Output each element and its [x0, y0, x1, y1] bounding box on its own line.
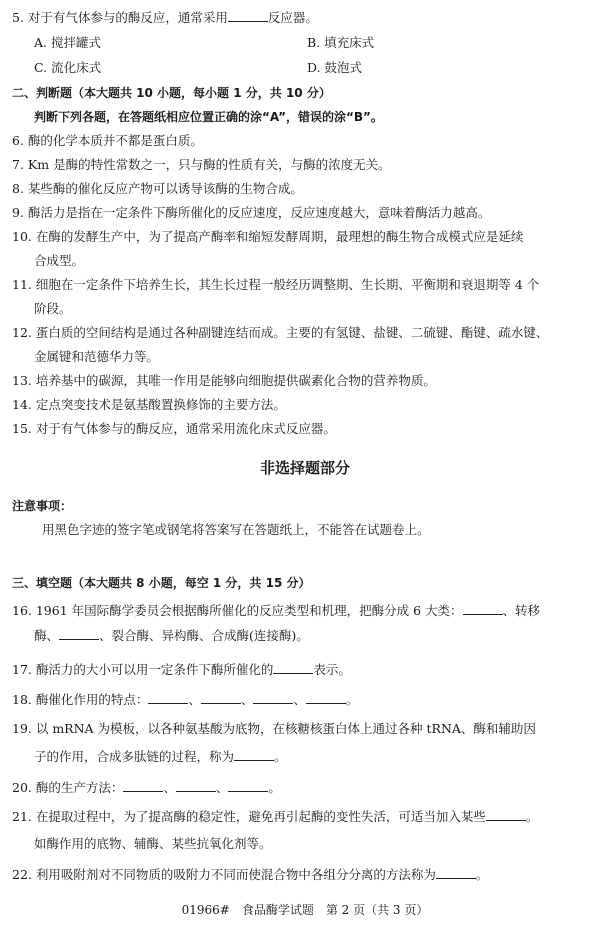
- answer-blank: [486, 808, 526, 821]
- answer-blank: [123, 779, 163, 792]
- answer-blank: [148, 691, 188, 704]
- section-heading: 非选择题部分: [259, 459, 350, 477]
- answer-blank: [228, 779, 268, 792]
- answer-blank: [176, 779, 216, 792]
- question-5: 5. 对于有气体参与的酶反应，通常采用 反应器。: [12, 10, 318, 25]
- question-12: 12. 蛋白质的空间结构是通过各种副键连结而成。主要的有氢键、盐键、二硫键、酯键、疏水键、: [12, 325, 549, 340]
- section-2-instruction: 判断下列各题，在答题纸相应位置正确的涂“A”，错误的涂“B”。: [34, 110, 383, 124]
- section-3-title: 三、填空题（本大题共 8 小题，每空 1 分，共 15 分）: [12, 576, 311, 590]
- question-10: 10. 在酶的发酵生产中，为了提高产酶率和缩短发酵周期，最理想的酶生物合成模式应是延续: [12, 229, 524, 244]
- answer-blank: [463, 602, 503, 615]
- answer-blank: [306, 691, 346, 704]
- question-11-cont: 阶段。: [34, 301, 72, 316]
- q5-option-b: B. 填充床式: [307, 35, 375, 50]
- question-16-cont: 酶、 、裂合酶、异构酶、合成酶(连接酶)。: [34, 628, 309, 643]
- question-19-cont: 子的作用，合成多肽链的过程，称为 。: [34, 749, 287, 764]
- page-footer: 01966# 食品酶学试题 第 2 页（共 3 页）: [181, 903, 429, 917]
- notice-text: 用黑色字迹的签字笔或钢笔将答案写在答题纸上，不能答在试题卷上。: [42, 522, 430, 537]
- question-18: 18. 酶催化作用的特点： 、 、 、 。: [12, 692, 359, 707]
- answer-blank: [273, 661, 313, 674]
- answer-blank: [228, 9, 268, 22]
- question-14: 14. 定点突变技术是氨基酸置换修饰的主要方法。: [12, 397, 286, 412]
- question-9: 9. 酶活力是指在一定条件下酶所催化的反应速度，反应速度越大，意味着酶活力越高。: [12, 205, 491, 220]
- question-6: 6. 酶的化学本质并不都是蛋白质。: [12, 133, 203, 148]
- section-2-title: 二、判断题（本大题共 10 小题，每小题 1 分，共 10 分）: [12, 86, 331, 100]
- question-12-cont: 金属键和范德华力等。: [34, 349, 160, 364]
- question-20: 20. 酶的生产方法： 、 、 。: [12, 780, 281, 795]
- answer-blank: [436, 866, 476, 879]
- question-19: 19. 以 mRNA 为模板，以各种氨基酸为底物，在核糖核蛋白体上通过各种 tRNA、酶和辅助因: [12, 721, 536, 736]
- question-11: 11. 细胞在一定条件下培养生长，其生长过程一般经历调整期、生长期、平衡期和衰退期等 4 个: [12, 277, 540, 292]
- question-7: 7. Km 是酶的特性常数之一，只与酶的性质有关，与酶的浓度无关。: [12, 157, 391, 172]
- answer-blank: [201, 691, 241, 704]
- question-10-cont: 合成型。: [34, 253, 85, 268]
- question-21: 21. 在提取过程中，为了提高酶的稳定性，避免再引起酶的变性失活，可适当加入某些 。: [12, 809, 539, 824]
- question-21-cont: 如酶作用的底物、辅酶、某些抗氧化剂等。: [34, 836, 272, 851]
- q5-stem: 5. 对于有气体参与的酶反应，通常采用: [12, 10, 228, 25]
- question-17: 17. 酶活力的大小可以用一定条件下酶所催化的 表示。: [12, 662, 351, 677]
- answer-blank: [59, 627, 99, 640]
- question-16: 16. 1961 年国际酶学委员会根据酶所催化的反应类型和机理，把酶分成 6 大类： 、转移: [12, 603, 541, 618]
- q5-option-a: A. 搅拌罐式: [34, 35, 101, 50]
- q5-option-d: D. 鼓泡式: [307, 60, 363, 75]
- question-8: 8. 某些酶的催化反应产物可以诱导该酶的生物合成。: [12, 181, 303, 196]
- answer-blank: [253, 691, 293, 704]
- question-15: 15. 对于有气体参与的酶反应，通常采用流化床式反应器。: [12, 421, 336, 436]
- question-22: 22. 利用吸附剂对不同物质的吸附力不同而使混合物中各组分分离的方法称为 。: [12, 867, 489, 882]
- notice-title: 注意事项：: [12, 499, 73, 513]
- answer-blank: [234, 748, 274, 761]
- q5-option-c: C. 流化床式: [34, 60, 102, 75]
- question-13: 13. 培养基中的碳源，其唯一作用是能够向细胞提供碳素化合物的营养物质。: [12, 373, 436, 388]
